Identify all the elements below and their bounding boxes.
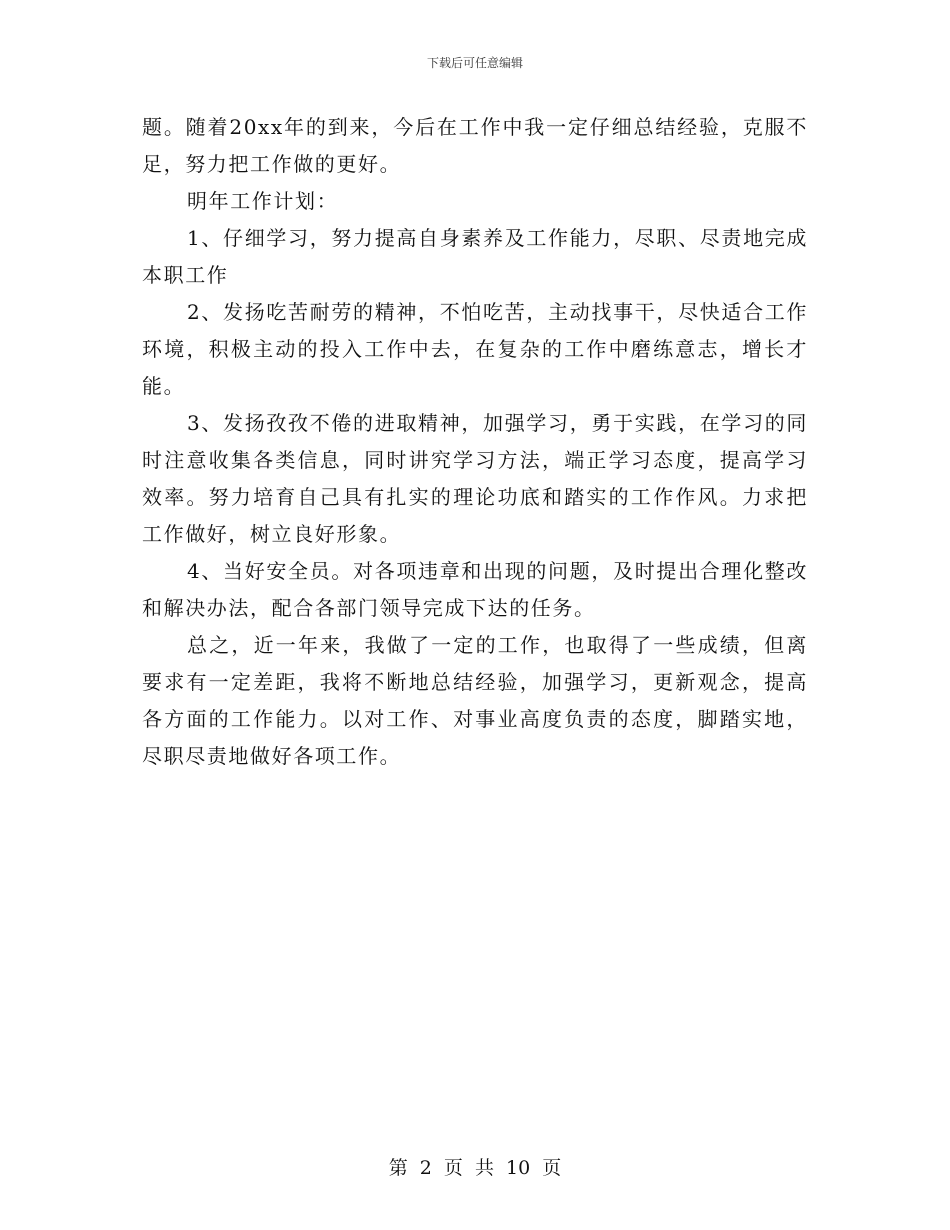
page-number: 第 2 页 共 10 页 (388, 1157, 562, 1179)
paragraph-plan-item-2: 2、发扬吃苦耐劳的精神，不怕吃苦，主动找事干，尽快适合工作环境，积极主动的投入工作中去，在复杂的工作中磨练意志，增长才能。 (142, 300, 808, 398)
paragraph-plan-heading: 明年工作计划： (187, 189, 339, 213)
paragraph-continuation: 题。随着20xx年的到来，今后在工作中我一定仔细总结经验，克服不足，努力把工作做的更好。 (142, 115, 808, 176)
paragraph-plan-item-3: 3、发扬孜孜不倦的进取精神，加强学习，勇于实践，在学习的同时注意收集各类信息，同时讲究学习方法，端正学习态度，提高学习效率。努力培育自己具有扎实的理论功底和踏实的工作作风。力求把工作做好，树立良好形象。 (142, 411, 808, 546)
header-note: 下载后可任意编辑 (426, 56, 523, 70)
document-body (142, 109, 808, 775)
paragraph-summary: 总之，近一年来，我做了一定的工作，也取得了一些成绩，但离要求有一定差距，我将不断地总结经验，加强学习，更新观念，提高各方面的工作能力。以对工作、对事业高度负责的态度，脚踏实地，尽职尽责地做好各项工作。 (142, 633, 808, 768)
paragraph-plan-item-1: 1、仔细学习，努力提高自身素养及工作能力，尽职、尽责地完成本职工作 (142, 226, 808, 287)
paragraph-plan-item-4: 4、当好安全员。对各项违章和出现的问题，及时提出合理化整改和解决办法，配合各部门领导完成下达的任务。 (142, 559, 808, 620)
